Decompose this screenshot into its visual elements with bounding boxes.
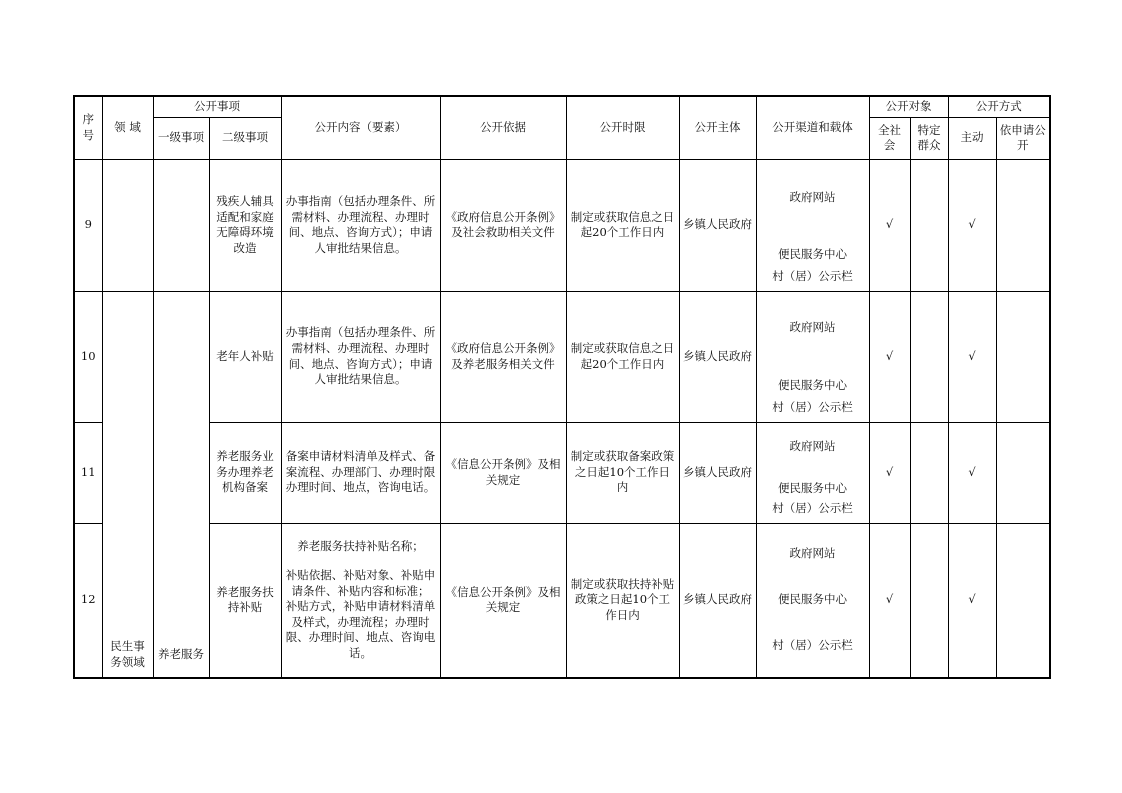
row-subject: 乡镇人民政府 bbox=[679, 422, 756, 523]
row-method-apply bbox=[996, 523, 1050, 678]
row-level1 bbox=[153, 159, 209, 291]
row-level2: 养老服务扶持补贴 bbox=[209, 523, 281, 678]
channel-website: 政府网站 bbox=[789, 546, 836, 561]
row-field bbox=[102, 159, 153, 291]
row-basis: 《政府信息公开条例》及社会救助相关文件 bbox=[440, 159, 566, 291]
header-target-all: 全社会 bbox=[869, 117, 910, 159]
row-level2: 残疾人辅具适配和家庭无障碍环境改造 bbox=[209, 159, 281, 291]
row-target-all: √ bbox=[869, 422, 910, 523]
row-channel bbox=[756, 523, 869, 678]
row-subject: 乡镇人民政府 bbox=[679, 523, 756, 678]
header-target-specific: 特定群众 bbox=[910, 117, 948, 159]
row-channel bbox=[756, 422, 869, 523]
header-method-active: 主动 bbox=[948, 117, 996, 159]
row-method-active: √ bbox=[948, 523, 996, 678]
table-row bbox=[74, 422, 1050, 523]
row-target-specific bbox=[910, 159, 948, 291]
row-seq: 10 bbox=[74, 291, 102, 422]
row-content: 办事指南（包括办理条件、所需材料、办理流程、办理时间、地点、咨询方式）；申请人审批结果信息。 bbox=[281, 159, 440, 291]
channel-service-center: 便民服务中心 bbox=[778, 378, 847, 393]
row-field-merged: 民生事务领域 bbox=[102, 291, 153, 678]
row-time-limit: 制定或获取备案政策之日起10个工作日内 bbox=[566, 422, 679, 523]
row-subject: 乡镇人民政府 bbox=[679, 159, 756, 291]
row-target-all: √ bbox=[869, 159, 910, 291]
content-line: 养老服务扶持补贴名称； bbox=[297, 538, 424, 553]
row-time-limit: 制定或获取扶持补贴政策之日起10个工作日内 bbox=[566, 523, 679, 678]
row-method-apply bbox=[996, 159, 1050, 291]
row-target-specific bbox=[910, 291, 948, 422]
channel-service-center: 便民服务中心 bbox=[778, 592, 847, 607]
row-content bbox=[281, 523, 440, 678]
channel-service-center: 便民服务中心 bbox=[778, 481, 847, 496]
row-level2: 老年人补贴 bbox=[209, 291, 281, 422]
header-row-1 bbox=[74, 96, 1050, 117]
header-time-limit: 公开时限 bbox=[566, 96, 679, 159]
row-content: 备案申请材料清单及样式、备案流程、办理部门、办理时限办理时间、地点，咨询电话。 bbox=[281, 422, 440, 523]
table-row bbox=[74, 159, 1050, 291]
row-basis: 《信息公开条例》及相关规定 bbox=[440, 523, 566, 678]
row-method-apply bbox=[996, 291, 1050, 422]
content-line: 补贴方式，补贴申请材料清单及样式，办理流程；办理时限、办理时间、地点、咨询电话。 bbox=[285, 599, 436, 660]
channel-website: 政府网站 bbox=[789, 438, 836, 453]
disclosure-table bbox=[73, 95, 1051, 679]
row-seq: 11 bbox=[74, 422, 102, 523]
row-channel bbox=[756, 291, 869, 422]
row-method-active: √ bbox=[948, 159, 996, 291]
header-method-group: 公开方式 bbox=[948, 96, 1050, 117]
row-channel bbox=[756, 159, 869, 291]
header-basis: 公开依据 bbox=[440, 96, 566, 159]
header-level2: 二级事项 bbox=[209, 117, 281, 159]
channel-bulletin: 村（居）公示栏 bbox=[772, 638, 853, 653]
row-target-all: √ bbox=[869, 523, 910, 678]
header-items-group: 公开事项 bbox=[153, 96, 281, 117]
header-field: 领 域 bbox=[102, 96, 153, 159]
channel-bulletin: 村（居）公示栏 bbox=[772, 268, 853, 283]
row-time-limit: 制定或获取信息之日起20个工作日内 bbox=[566, 159, 679, 291]
row-time-limit: 制定或获取信息之日起20个工作日内 bbox=[566, 291, 679, 422]
row-content: 办事指南（包括办理条件、所需材料、办理流程、办理时间、地点、咨询方式）；申请人审批结果信息。 bbox=[281, 291, 440, 422]
header-level1: 一级事项 bbox=[153, 117, 209, 159]
row-target-specific bbox=[910, 422, 948, 523]
header-content: 公开内容（要素） bbox=[281, 96, 440, 159]
row-target-all: √ bbox=[869, 291, 910, 422]
channel-website: 政府网站 bbox=[789, 319, 836, 334]
header-channel: 公开渠道和载体 bbox=[756, 96, 869, 159]
header-seq: 序号 bbox=[74, 96, 102, 159]
row-method-active: √ bbox=[948, 291, 996, 422]
row-subject: 乡镇人民政府 bbox=[679, 291, 756, 422]
header-subject: 公开主体 bbox=[679, 96, 756, 159]
row-method-active: √ bbox=[948, 422, 996, 523]
row-level1-merged: 养老服务 bbox=[153, 291, 209, 678]
channel-bulletin: 村（居）公示栏 bbox=[772, 501, 853, 515]
row-seq: 12 bbox=[74, 523, 102, 678]
table-row bbox=[74, 523, 1050, 678]
channel-bulletin: 村（居）公示栏 bbox=[772, 400, 853, 414]
header-method-apply: 依申请公开 bbox=[996, 117, 1050, 159]
row-level2: 养老服务业务办理养老机构备案 bbox=[209, 422, 281, 523]
row-basis: 《政府信息公开条例》及养老服务相关文件 bbox=[440, 291, 566, 422]
header-target-group: 公开对象 bbox=[869, 96, 948, 117]
content-line: 补贴依据、补贴对象、补贴申请条件、补贴内容和标准； bbox=[285, 568, 436, 598]
row-target-specific bbox=[910, 523, 948, 678]
row-basis: 《信息公开条例》及相关规定 bbox=[440, 422, 566, 523]
row-method-apply bbox=[996, 422, 1050, 523]
channel-website: 政府网站 bbox=[789, 190, 836, 205]
table-row bbox=[74, 291, 1050, 422]
channel-service-center: 便民服务中心 bbox=[778, 246, 847, 261]
row-seq: 9 bbox=[74, 159, 102, 291]
